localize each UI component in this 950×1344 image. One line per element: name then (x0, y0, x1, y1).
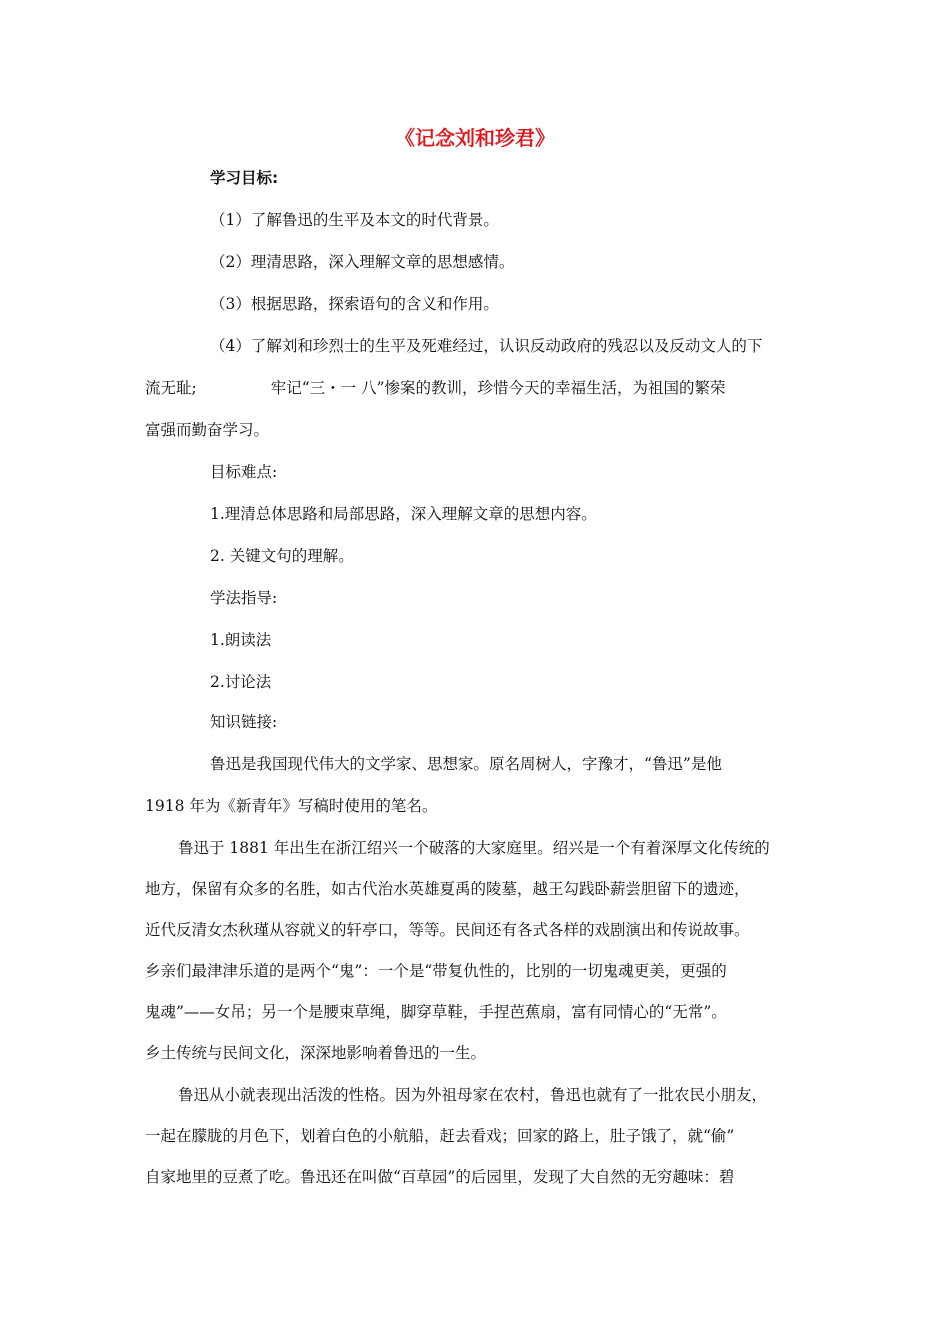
objectives-heading: 学习目标: (210, 169, 279, 187)
objective-item: （1）了解鲁迅的生平及本文的时代背景。 (210, 211, 499, 229)
method-item: 2.讨论法 (210, 673, 272, 691)
objective-item-4-line2 (145, 376, 726, 400)
objective-item-4-line1: （4）了解刘和珍烈士的生平及死难经过，认识反动政府的残忍以及反动文人的下 (210, 337, 763, 355)
paragraph-line: 鬼魂”——女吊；另一个是腰束草绳，脚穿草鞋，手捏芭蕉扇，富有同情心的“无常”。 (145, 1003, 727, 1021)
objective-item-4-line2-start: 流无耻; (145, 379, 197, 397)
method-item: 1.朗读法 (210, 631, 272, 649)
paragraph-line: 鲁迅于 1881 年出生在浙江绍兴一个破落的大家庭里。绍兴是一个有着深厚文化传统的 (178, 839, 770, 857)
knowledge-intro-line: 1918 年为《新青年》写稿时使用的笔名。 (145, 797, 438, 815)
difficulty-item: 2. 关键文句的理解。 (210, 547, 354, 565)
paragraph-line: 地方，保留有众多的名胜，如古代治水英雄夏禹的陵墓，越王勾践卧薪尝胆留下的遗迹， (145, 880, 750, 898)
paragraph-line: 自家地里的豆煮了吃。鲁迅还在叫做“百草园”的后园里，发现了大自然的无穷趣味：碧 (145, 1168, 735, 1186)
paragraph-line: 乡土传统与民间文化，深深地影响着鲁迅的一生。 (145, 1044, 487, 1062)
knowledge-heading: 知识链接: (210, 713, 278, 731)
methods-heading: 学法指导: (210, 589, 278, 607)
paragraph-line: 一起在朦胧的月色下，划着白色的小航船，赶去看戏；回家的路上，肚子饿了，就“偷” (145, 1127, 735, 1145)
paragraph-line: 鲁迅从小就表现出活泼的性格。因为外祖母家在农村，鲁迅也就有了一批农民小朋友， (178, 1086, 768, 1104)
objective-item-4-line2-end: 牢记“三・一 八”惨案的教训，珍惜今天的幸福生活，为祖国的繁荣 (270, 379, 726, 397)
paragraph-line: 近代反清女杰秋瑾从容就义的轩亭口，等等。民间还有各式各样的戏剧演出和传说故事。 (145, 921, 750, 939)
difficulties-heading: 目标难点: (210, 463, 278, 481)
objective-item: （3）根据思路，探索语句的含义和作用。 (210, 295, 499, 313)
objective-item: （2）理清思路，深入理解文章的思想感情。 (210, 253, 515, 271)
paragraph-line: 乡亲们最津津乐道的是两个“鬼”：一个是“带复仇性的，比别的一切鬼魂更美，更强的 (145, 962, 727, 980)
document-title: 《记念刘和珍君》 (395, 126, 555, 150)
knowledge-intro-line: 鲁迅是我国现代伟大的文学家、思想家。原名周树人，字豫才，“鲁迅”是他 (210, 755, 722, 773)
difficulty-item: 1.理清总体思路和局部思路，深入理解文章的思想内容。 (210, 505, 597, 523)
objective-item-4-line3: 富强而勤奋学习。 (145, 421, 270, 439)
